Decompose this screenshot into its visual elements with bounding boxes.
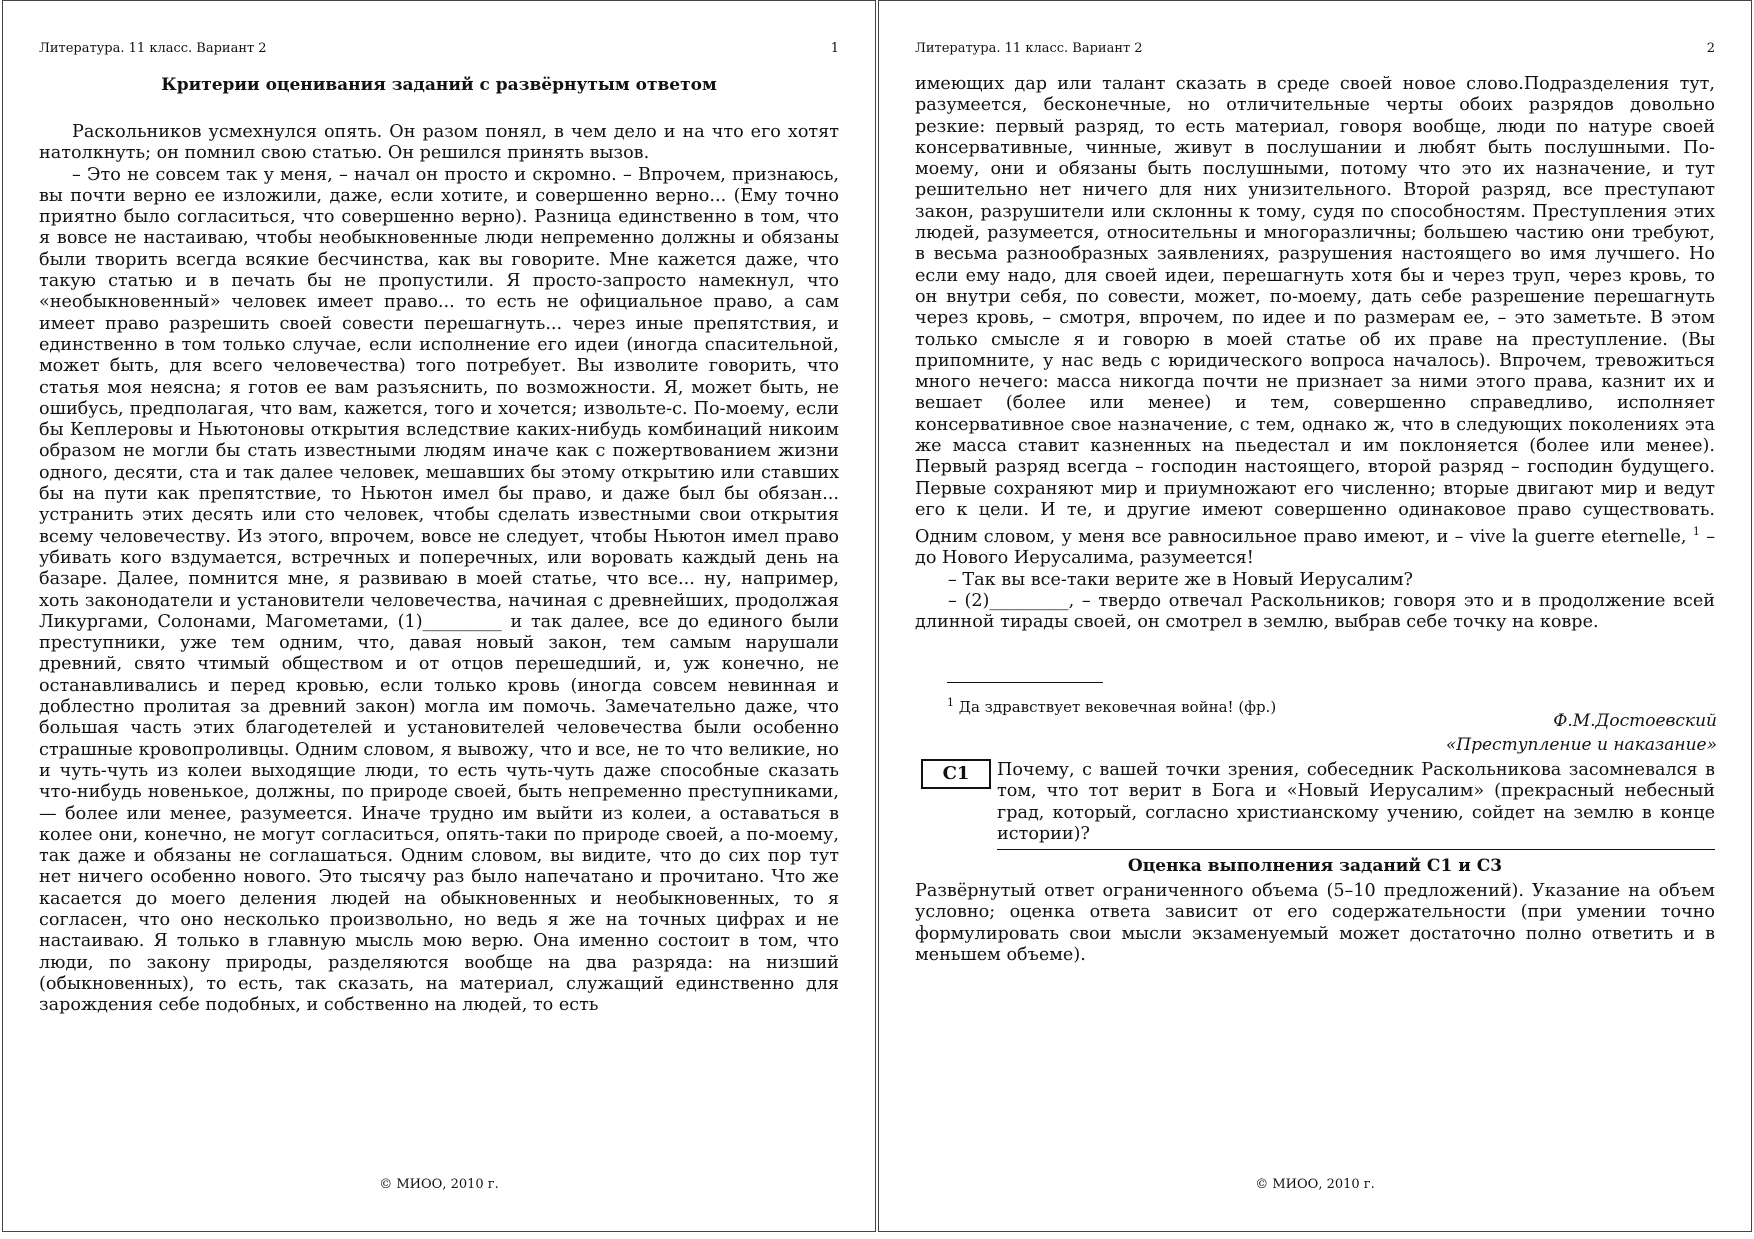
text-body <box>915 74 1715 634</box>
evaluation-heading: Оценка выполнения заданий С1 и С3 <box>1127 856 1503 876</box>
page-number: 1 <box>830 41 839 56</box>
page-footer: © МИОО, 2010 г. <box>1255 1177 1375 1192</box>
header-title: Литература. 11 класс. Вариант 2 <box>39 41 267 56</box>
task-label: С1 <box>921 759 991 789</box>
paragraph <box>915 74 1715 570</box>
footnote-divider <box>947 682 1103 683</box>
paragraph-text-end: – до Нового Иерусалима, разумеется! <box>915 527 1715 569</box>
attribution <box>1446 709 1717 757</box>
work-title: «Преступление и наказание» <box>1445 735 1717 755</box>
page-number: 2 <box>1706 41 1715 56</box>
section-heading: Критерии оценивания заданий с развёрнутым ответом <box>161 75 717 95</box>
author-name: Ф.М.Достоевский <box>1553 711 1717 731</box>
task-question: Почему, с вашей точки зрения, собеседник Раскольникова засомневался в том, что тот верит в Бога и «Новый Иерусалим» (прекрасный небесный град, который, согласно христианскому учению, сойдет на землю в конце истории)? <box>997 760 1715 844</box>
footnote-mark: 1 <box>947 696 954 709</box>
footnote <box>947 696 1276 716</box>
paragraph: – (2)_________, – твердо отвечал Раскольников; говоря это и в продолжение всей длинной тирады своей, он смотрел в землю, выбрав себе точку на ковре. <box>915 590 1715 633</box>
paragraph-text: имеющих дар или талант сказать в среде своей новое слово.Подразделения тут, разумеется, бесконечные, но отличительные черты обоих разрядов довольно резкие: первый разряд, то есть материал, говоря вообще, люди по натуре своей консервативные, чинные, живут в послушании и любят быть послушными. По-моему, они и обязаны быть послушными, потому что это их назначение, и тут решительно нет ничего для них унизительного. Второй разряд, все преступают закон, разрушители или склонны к тому, судя по способностям. Преступления этих людей, разумеется, относительны и многоразличны; большею частию они требуют, в весьма разнообразных заявлениях, разрушения настоящего во имя лучшего. Но если ему надо, для своей идеи, перешагнуть хотя бы и через труп, через кровь, то он внутри себя, по совести, может, по-моему, дать себе разрешение перешагнуть через кровь, – смотря, впрочем, по идее и по размерам ее, – это заметьте. В этом только смысле я и говорю в моей статье об их праве на преступление. (Вы припомните, у нас ведь с юридического вопроса началось). Впрочем, тревожиться много нечего: масса никогда почти не признает за ними этого права, казнит их и вешает (более или менее) и тем, совершенно справедливо, исполняет консервативное свое назначение, с тем, однако ж, что в следующих поколениях эта же масса ставит казненных на пьедестал и им поклоняется (более или менее). Первый разряд всегда – господин настоящего, второй разряд – господин будущего. Первые сохраняют мир и приумножают его численно; вторые двигают мир и ведут его к цели. И те, и другие имеют совершенно одинаковое право существовать. Одним словом, у меня все равносильное право имеют, и – vive la guerre eternelle, <box>915 74 1715 548</box>
left-page <box>2 0 876 1232</box>
page-footer: © МИОО, 2010 г. <box>379 1177 499 1192</box>
header-title: Литература. 11 класс. Вариант 2 <box>915 41 1143 56</box>
page-header <box>39 41 839 56</box>
paragraph: – Так вы все-таки верите же в Новый Иерусалим? <box>948 569 1413 590</box>
evaluation-text: Развёрнутый ответ ограниченного объема (5–10 предложений). Указание на объем условно; оценка ответа зависит от его содержательности (при умении точно формулировать свои мысли экзаменуемый может достаточно полно ответить и в меньшем объеме). <box>915 881 1715 965</box>
task-divider <box>997 849 1715 850</box>
footnote-reference: 1 <box>1692 525 1700 539</box>
page-header <box>915 41 1715 56</box>
paragraph: Раскольников усмехнулся опять. Он разом понял, в чем дело и на что его хотят натолкнуть; он помнил свою статью. Он решился принять вызов. <box>39 122 839 164</box>
footnote-text: Да здравствует вековечная война! (фр.) <box>958 698 1277 716</box>
text-body <box>39 122 839 1016</box>
paragraph: – Это не совсем так у меня, – начал он просто и скромно. – Впрочем, признаюсь, вы почти верно ее изложили, даже, если хотите, и совершенно верно... (Ему точно приятно было согласиться, что совершенно верно). Разница единственно в том, что я вовсе не настаиваю, чтобы необыкновенные люди непременно должны и обязаны были творить всегда всякие бесчинства, как вы говорите. Мне кажется даже, что такую статью и в печать бы не пропустили. Я просто-запросто намекнул, что «необыкновенный» человек имеет право... то есть не официальное право, а сам имеет право разрешить своей совести перешагнуть... через иные препятствия, и единственно в том только случае, если исполнение его идеи (иногда спасительной, может быть, для всего человечества) того потребует. Вы изволите говорить, что статья моя неясна; я готов ее вам разъяснить, по возможности. Я, может быть, не ошибусь, предполагая, что вам, кажется, того и хочется; извольте-с. По-моему, если бы Кеплеровы и Ньютоновы открытия вследствие каких-нибудь комбинаций никоим образом не могли бы стать известными людям иначе как с пожертвованием жизни одного, десяти, ста и так далее человек, мешавших бы этому открытию или ставших бы на пути как препятствие, то Ньютон имел бы право, и даже был бы обязан... устранить этих десять или сто человек, чтобы сделать известными свои открытия всему человечеству. Из этого, впрочем, вовсе не следует, чтобы Ньютон имел право убивать кого вздумается, встречных и поперечных, или воровать каждый день на базаре. Далее, помнится мне, я развиваю в моей статье, что все... ну, например, хоть законодатели и установители человечества, начиная с древнейших, продолжая Ликургами, Солонами, Магометами, (1)_________ и так далее, все до единого были преступники, уже тем одним, что, давая новый закон, тем самым нарушали древний, свято чтимый обществом и от отцов перешедший, и, уж конечно, не останавливались и перед кровью, если только кровь (иногда совсем невинная и доблестно пролитая за древний закон) могла им помочь. Замечательно даже, что большая часть этих благодетелей и установителей человечества были особенно страшные кровопроливцы. Одним словом, я вывожу, что и все, не то что великие, но и чуть-чуть из колеи выходящие люди, то есть чуть-чуть даже способные сказать что-нибудь новенькое, должны, по природе своей, быть непременно преступниками, — более или менее, разумеется. Иначе трудно им выйти из колеи, а оставаться в колее они, конечно, не могут согласиться, опять-таки по природе своей, а по-моему, так даже и обязаны не соглашаться. Одним словом, вы видите, что до сих пор тут нет ничего особенно нового. Это тысячу раз было напечатано и прочитано. Что же касается до моего деления людей на обыкновенных и необыкновенных, то я согласен, что оно несколько произвольно, но ведь я же на точных цифрах и не настаиваю. Я только в главную мысль мою верю. Она именно состоит в том, что люди, по закону природы, разделяются вообще на два разряда: на низший (обыкновенных), то есть, так сказать, на материал, служащий единственно для зарождения себе подобных, и собственно на людей, то есть <box>39 164 839 1016</box>
right-page <box>878 0 1752 1232</box>
